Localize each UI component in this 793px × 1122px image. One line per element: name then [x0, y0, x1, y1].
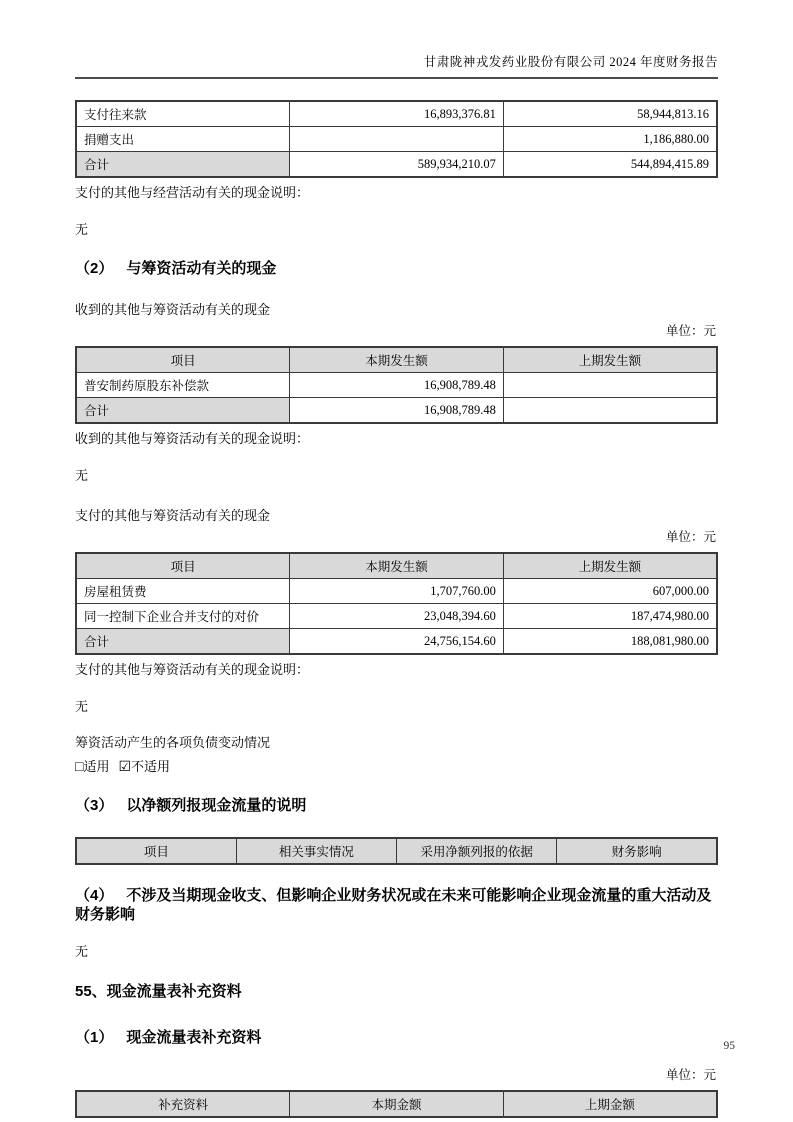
none-text-4: 无 [75, 944, 89, 959]
column-header: 本期金额 [290, 1091, 504, 1117]
operating-other-cash-table [75, 100, 718, 178]
table-header-row [76, 1091, 717, 1117]
paid-other-note: 支付的其他与筹资活动有关的现金说明： [75, 662, 310, 677]
not-applicable-label: 不适用 [131, 759, 171, 774]
amount-cell: 188,081,980.00 [503, 629, 717, 655]
heading-number: （3） [75, 797, 114, 814]
amount-cell: 589,934,210.07 [290, 152, 504, 178]
none-text-3: 无 [75, 699, 89, 714]
amount-cell: 23,048,394.60 [290, 604, 504, 629]
item-label-cell: 房屋租赁费 [76, 579, 290, 604]
supplement-table [75, 1090, 718, 1118]
amount-cell [503, 398, 717, 424]
unit-label: 单位：元 [665, 530, 716, 544]
paid-other-caption: 支付的其他与筹资活动有关的现金 [75, 508, 271, 523]
column-header: 上期金额 [503, 1091, 717, 1117]
heading-number: （2） [75, 260, 114, 277]
heading-text: 不涉及当期现金收支、但影响企业财务状况或在未来可能影响企业现金流量的重大活动及财务影响 [75, 887, 712, 923]
operating-cash-note: 支付的其他与经营活动有关的现金说明： [75, 185, 310, 200]
none-text-2: 无 [75, 468, 89, 483]
financial-table [75, 100, 718, 178]
amount-cell [290, 127, 504, 152]
item-label-cell: 合计 [76, 629, 290, 655]
financial-table [75, 1090, 718, 1118]
column-header: 财务影响 [557, 838, 717, 864]
received-other-caption: 收到的其他与筹资活动有关的现金 [75, 302, 271, 317]
item-label-cell: 捐赠支出 [76, 127, 290, 152]
table-total-row [76, 629, 717, 655]
column-header: 补充资料 [76, 1091, 290, 1117]
column-header: 上期发生额 [503, 553, 717, 579]
amount-cell: 1,707,760.00 [290, 579, 504, 604]
amount-cell [503, 373, 717, 398]
column-header: 本期发生额 [290, 553, 504, 579]
paid-other-cash-table [75, 552, 718, 655]
table-row [76, 101, 717, 127]
page-content [75, 52, 718, 1118]
unit-label: 单位：元 [665, 324, 716, 338]
checkbox-checked-icon: ☑ [118, 760, 132, 775]
section-heading-55-1 [75, 1028, 718, 1047]
heading-text: 与筹资活动有关的现金 [126, 260, 277, 277]
amount-cell: 24,756,154.60 [290, 629, 504, 655]
heading-text: 现金流量表补充资料 [126, 1029, 262, 1046]
item-label-cell: 普安制药原股东补偿款 [76, 373, 290, 398]
table-row [76, 579, 717, 604]
financial-table [75, 552, 718, 655]
applicable-label: 适用 [83, 759, 110, 774]
table-row [76, 604, 717, 629]
heading-number: （1） [75, 1029, 114, 1046]
received-other-cash-table [75, 346, 718, 424]
financial-table [75, 346, 718, 424]
amount-cell: 16,893,376.81 [290, 101, 504, 127]
financial-table [75, 837, 718, 865]
table-total-row [76, 152, 717, 178]
checkbox-unchecked-icon: □ [75, 760, 84, 775]
page-number: 95 [723, 1040, 735, 1052]
received-other-note: 收到的其他与筹资活动有关的现金说明： [75, 431, 310, 446]
column-header: 上期发生额 [503, 347, 717, 373]
amount-cell: 16,908,789.48 [290, 398, 504, 424]
item-label-cell: 同一控制下企业合并支付的对价 [76, 604, 290, 629]
document-header [75, 52, 718, 79]
applicability-line [75, 759, 718, 776]
column-header: 相关事实情况 [236, 838, 396, 864]
item-label-cell: 合计 [76, 398, 290, 424]
section-heading-55: 55、现金流量表补充资料 [75, 983, 242, 1000]
debt-change-caption: 筹资活动产生的各项负债变动情况 [75, 735, 271, 750]
item-label-cell: 合计 [76, 152, 290, 178]
heading-text: 以净额列报现金流量的说明 [126, 797, 307, 814]
table-row [76, 127, 717, 152]
section-heading-non-cash-activities [75, 886, 718, 924]
amount-cell: 187,474,980.00 [503, 604, 717, 629]
table-header-row [76, 838, 717, 864]
amount-cell: 544,894,415.89 [503, 152, 717, 178]
table-row [76, 373, 717, 398]
document-title: 甘肃陇神戎发药业股份有限公司 2024 年度财务报告 [423, 55, 718, 69]
net-reporting-table [75, 837, 718, 865]
table-total-row [76, 398, 717, 424]
column-header: 本期发生额 [290, 347, 504, 373]
item-label-cell: 支付往来款 [76, 101, 290, 127]
none-text-1: 无 [75, 222, 89, 237]
column-header: 项目 [76, 838, 236, 864]
amount-cell: 16,908,789.48 [290, 373, 504, 398]
section-heading-financing-cash [75, 259, 718, 278]
column-header: 采用净额列报的依据 [397, 838, 557, 864]
amount-cell: 58,944,813.16 [503, 101, 717, 127]
amount-cell: 1,186,880.00 [503, 127, 717, 152]
heading-number: （4） [75, 887, 114, 904]
table-header-row [76, 347, 717, 373]
amount-cell: 607,000.00 [503, 579, 717, 604]
column-header: 项目 [76, 553, 290, 579]
column-header: 项目 [76, 347, 290, 373]
table-header-row [76, 553, 717, 579]
unit-label: 单位：元 [665, 1068, 716, 1082]
section-heading-net-reporting [75, 796, 718, 815]
